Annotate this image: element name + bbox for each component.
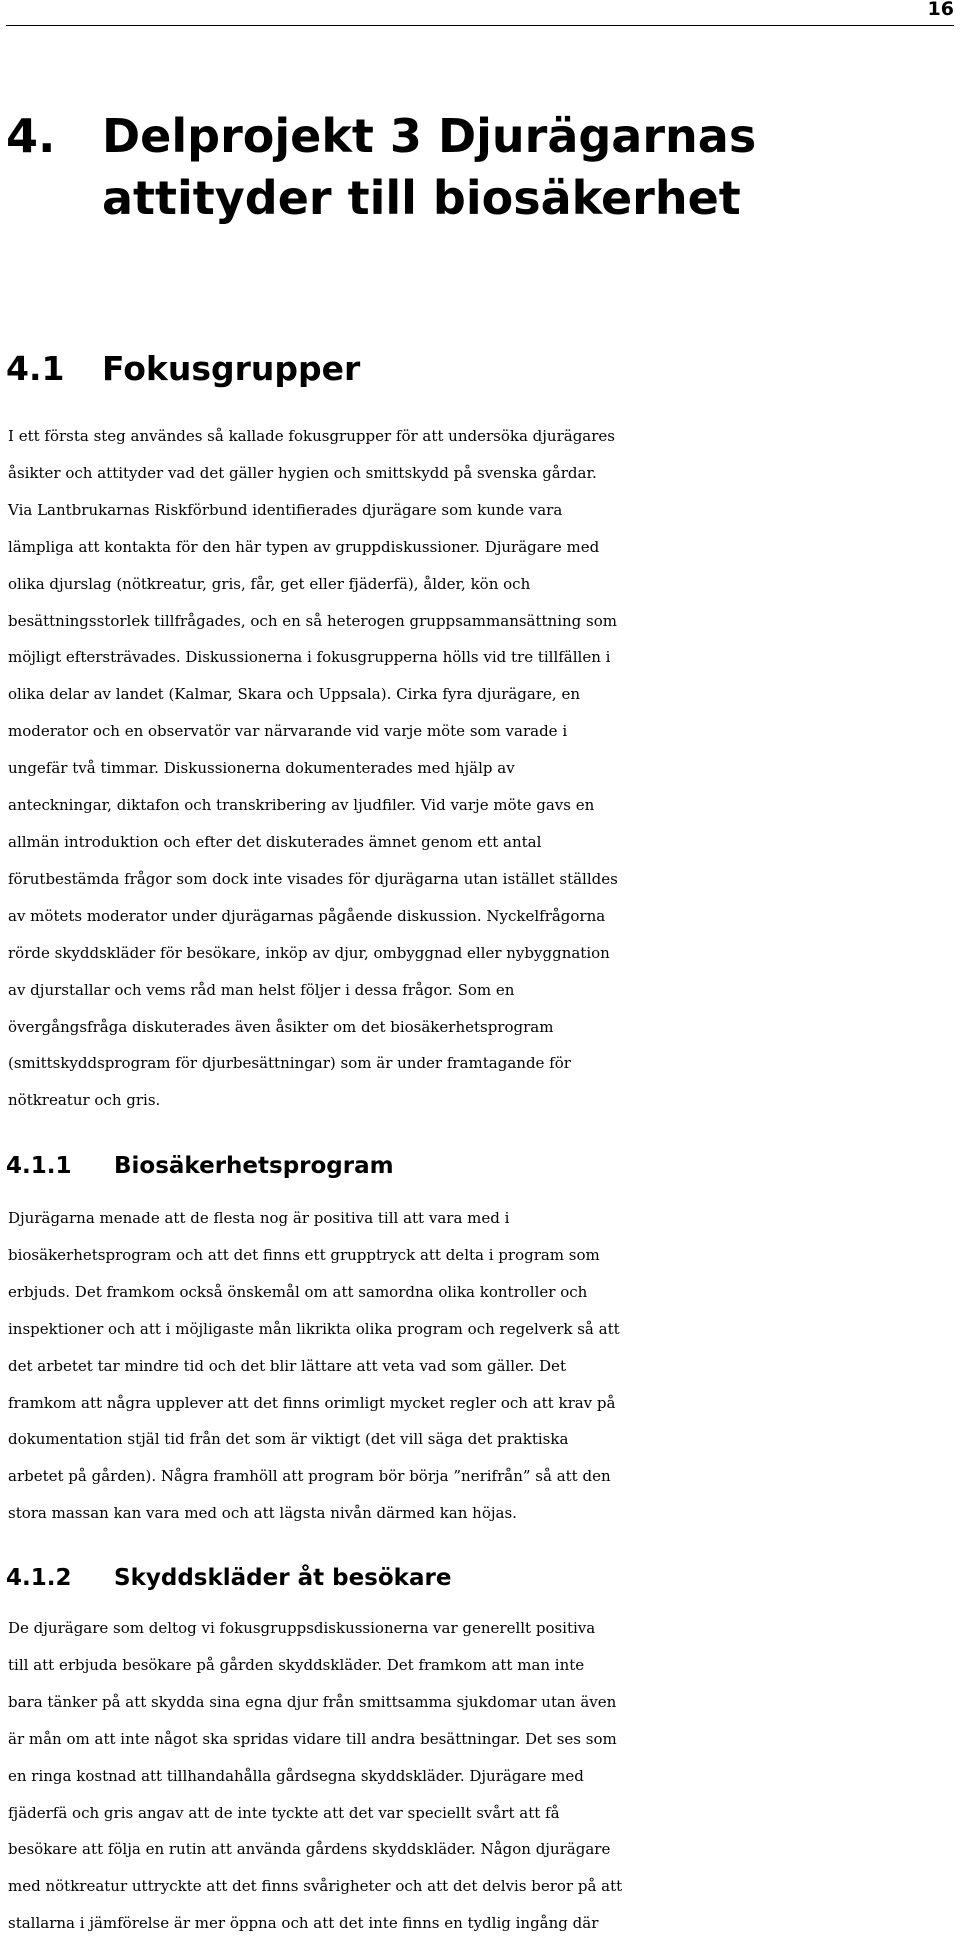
text-line: erbjuds. Det framkom också önskemål om att samordna olika kontroller och xyxy=(8,1282,588,1301)
text-line: det arbetet tar mindre tid och det blir lättare att veta vad som gäller. Det xyxy=(8,1356,566,1375)
section-heading xyxy=(6,346,360,392)
chapter-number: 4. xyxy=(6,109,56,163)
text-line: åsikter och attityder vad det gäller hygien och smittskydd på svenska gårdar. xyxy=(8,463,597,482)
subsection-title: Biosäkerhetsprogram xyxy=(114,1153,394,1179)
text-line: besättningsstorlek tillfrågades, och en så heterogen gruppsammansättning som xyxy=(8,611,617,630)
section-title: Fokusgrupper xyxy=(102,349,361,388)
text-line: (smittskyddsprogram för djurbesättningar) som är under framtagande för xyxy=(8,1054,571,1073)
text-line: av mötets moderator under djurägarnas pågående diskussion. Nyckelfrågorna xyxy=(8,906,606,925)
text-line: Djurägarna menade att de flesta nog är positiva till att vara med i xyxy=(8,1209,510,1227)
chapter-title-line: Delprojekt 3 Djurägarnas xyxy=(102,109,757,163)
text-line: stallarna i jämförelse är mer öppna och att det inte finns en tydlig ingång där xyxy=(8,1914,599,1933)
subsection-heading-clothing xyxy=(6,1561,451,1595)
text-line: moderator och en observatör var närvarande vid varje möte som varade i xyxy=(8,722,568,741)
text-line: besökare att följa en rutin att använda gårdens skyddskläder. Någon djurägare xyxy=(8,1840,611,1859)
clothing-paragraph xyxy=(8,1610,956,1942)
text-line: är mån om att inte något ska spridas vidare till andra besättningar. Det ses som xyxy=(8,1729,617,1748)
header-rule xyxy=(6,25,954,26)
text-line: en ringa kostnad att tillhandahålla gårdsegna skyddskläder. Djurägare med xyxy=(8,1766,584,1785)
subsection-number: 4.1.1 xyxy=(6,1153,72,1179)
text-line: lämpliga att kontakta för den här typen av gruppdiskussioner. Djurägare med xyxy=(8,537,600,556)
subsection-title: Skyddskläder åt besökare xyxy=(114,1565,452,1591)
text-line: av djurstallar och vems råd man helst följer i dessa frågor. Som en xyxy=(8,980,515,999)
chapter-title xyxy=(102,105,756,229)
text-line: anteckningar, diktafon och transkribering av ljudfiler. Vid varje möte gavs en xyxy=(8,796,595,815)
text-line: övergångsfråga diskuterades även åsikter om det biosäkerhetsprogram xyxy=(8,1017,554,1036)
text-line: bara tänker på att skydda sina egna djur från smittsamma sjukdomar utan även xyxy=(8,1692,617,1711)
text-line: rörde skyddskläder för besökare, inköp av djur, ombyggnad eller nybyggnation xyxy=(8,943,610,962)
text-line: biosäkerhetsprogram och att det finns ett grupptryck att delta i program som xyxy=(8,1245,600,1264)
text-line: möjligt eftersträvades. Diskussionerna i fokusgrupperna hölls vid tre tillfällen i xyxy=(8,648,611,667)
text-line: framkom att några upplever att det finns orimligt mycket regler och att krav på xyxy=(8,1393,616,1412)
text-line: De djurägare som deltog vi fokusgruppsdiskussionerna var generellt positiva xyxy=(8,1619,596,1637)
text-line: inspektioner och att i möjligaste mån likrikta olika program och regelverk så att xyxy=(8,1319,620,1338)
text-line: till att erbjuda besökare på gården skyddskläder. Det framkom att man inte xyxy=(8,1655,585,1674)
text-line: dokumentation stjäl tid från det som är viktigt (det vill säga det praktiska xyxy=(8,1430,569,1449)
text-line: fjäderfä och gris angav att de inte tyckte att det var speciellt svårt att få xyxy=(8,1803,560,1822)
text-line: I ett första steg användes så kallade fokusgrupper för att undersöka djurägares xyxy=(8,427,615,445)
text-line: olika delar av landet (Kalmar, Skara och Uppsala). Cirka fyra djurägare, en xyxy=(8,685,580,704)
chapter-heading xyxy=(6,105,946,229)
text-line: Via Lantbrukarnas Riskförbund identifierades djurägare som kunde vara xyxy=(8,500,563,519)
text-line: nötkreatur och gris. xyxy=(8,1091,161,1110)
text-line: olika djurslag (nötkreatur, gris, får, get eller fjäderfä), ålder, kön och xyxy=(8,574,531,593)
page-number: 16 xyxy=(927,0,954,20)
section-number: 4.1 xyxy=(6,349,65,388)
subsection-number: 4.1.2 xyxy=(6,1565,72,1591)
text-line: arbetet på gården). Några framhöll att program bör börja ”nerifrån” så att den xyxy=(8,1467,611,1486)
chapter-title-line: attityder till biosäkerhet xyxy=(102,171,741,225)
biosecurity-paragraph xyxy=(8,1200,956,1532)
text-line: allmän introduktion och efter det diskuterades ämnet genom ett antal xyxy=(8,832,542,851)
text-line: stora massan kan vara med och att lägsta nivån därmed kan höjas. xyxy=(8,1504,517,1523)
intro-paragraph xyxy=(8,418,956,1119)
subsection-heading-biosecurity xyxy=(6,1149,394,1183)
text-line: med nötkreatur uttryckte att det finns svårigheter och att det delvis beror på att xyxy=(8,1877,623,1896)
text-line: förutbestämda frågor som dock inte visades för djurägarna utan istället ställdes xyxy=(8,869,618,888)
text-line: ungefär två timmar. Diskussionerna dokumenterades med hjälp av xyxy=(8,759,515,778)
